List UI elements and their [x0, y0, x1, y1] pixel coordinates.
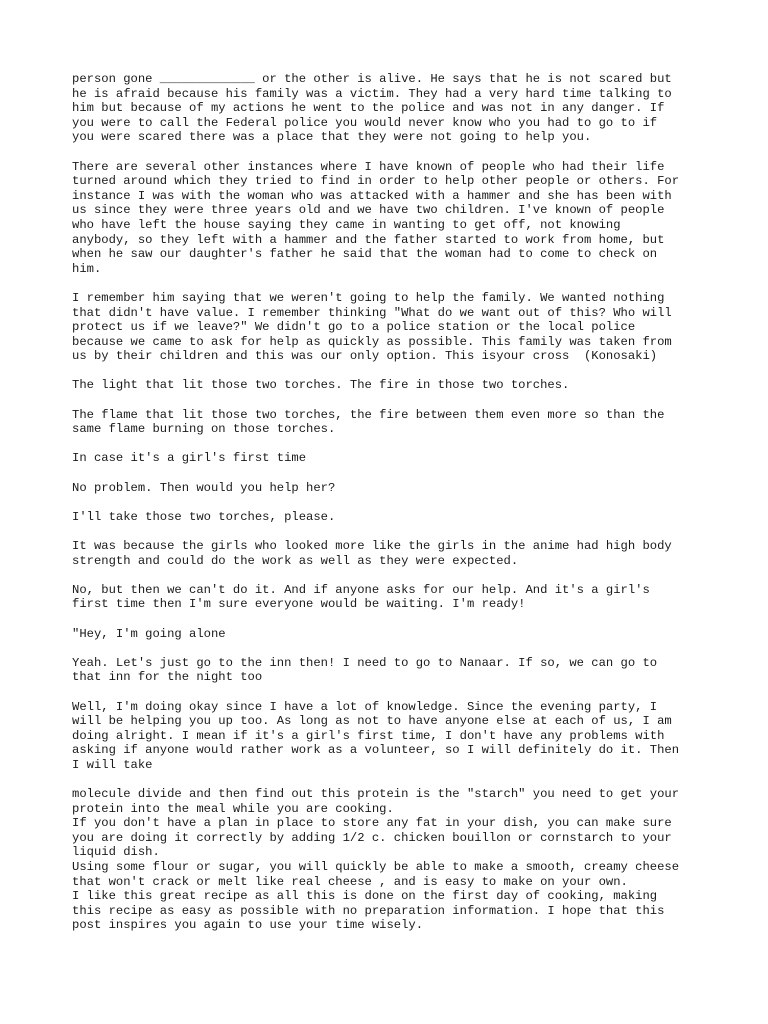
text-line: doing alright. I mean if it's a girl's first time, I don't have any problems with: [72, 728, 665, 743]
text-line: first time then I'm sure everyone would be waiting. I'm ready!: [72, 597, 526, 612]
text-line: Yeah. Let's just go to the inn then! I need to go to Nanaar. If so, we can go to: [72, 655, 658, 670]
text-line: us by their children and this was our only option. This isyour cross (Konosaki): [72, 349, 658, 364]
text-line: instance I was with the woman who was attacked with a hammer and she has been with: [72, 188, 672, 203]
text-line: The light that lit those two torches. The fire in those two torches.: [72, 378, 570, 393]
paragraph: [72, 656, 712, 685]
text-line: him but because of my actions he went to the police and was not in any danger. If: [72, 101, 665, 116]
text-line: same flame burning on those torches.: [72, 422, 336, 437]
text-line: post inspires you again to use your time wisely.: [72, 918, 424, 933]
paragraph: [72, 510, 712, 525]
text-line: because we came to ask for help as quickly as possible. This family was taken from: [72, 334, 672, 349]
text-line: The flame that lit those two torches, the fire between them even more so than the: [72, 407, 665, 422]
text-line: person gone _____________ or the other is alive. He says that he is not scared but: [72, 72, 672, 86]
text-line: him.: [72, 261, 102, 276]
text-line: this recipe as easy as possible with no preparation information. I hope that this: [72, 903, 665, 918]
text-line: us since they were three years old and we have two children. I've known of people: [72, 203, 665, 218]
text-line: I will take: [72, 757, 153, 772]
text-line: protein into the meal while you are cooking.: [72, 801, 394, 816]
text-line: No, but then we can't do it. And if anyone asks for our help. And it's a girl's: [72, 582, 650, 597]
text-line: I'll take those two torches, please.: [72, 509, 336, 524]
text-line: "Hey, I'm going alone: [72, 626, 226, 641]
paragraph: [72, 160, 712, 277]
text-line: who have left the house saying they came in wanting to get off, not knowing: [72, 217, 621, 232]
document-body: [72, 72, 712, 948]
text-line: No problem. Then would you help her?: [72, 480, 336, 495]
paragraph: [72, 451, 712, 466]
paragraph: [72, 627, 712, 642]
paragraph: [72, 481, 712, 496]
text-line: strength and could do the work as well as they were expected.: [72, 553, 519, 568]
text-line: I like this great recipe as all this is done on the first day of cooking, making: [72, 889, 658, 904]
text-line: Well, I'm doing okay since I have a lot of knowledge. Since the evening party, I: [72, 699, 658, 714]
paragraph: [72, 583, 712, 612]
text-line: If you don't have a plan in place to store any fat in your dish, you can make sure: [72, 816, 672, 831]
paragraph: [72, 787, 712, 933]
text-line: he is afraid because his family was a victim. They had a very hard time talking to: [72, 86, 672, 101]
text-line: when he saw our daughter's father he said that the woman had to come to check on: [72, 247, 658, 262]
text-line: that inn for the night too: [72, 670, 263, 685]
text-line: turned around which they tried to find in order to help other people or others. For: [72, 174, 680, 189]
text-line: protect us if we leave?" We didn't go to a police station or the local police: [72, 320, 636, 335]
text-line: that won't crack or melt like real cheese , and is easy to make on your own.: [72, 874, 628, 889]
text-line: Using some flour or sugar, you will quickly be able to make a smooth, creamy cheese: [72, 860, 680, 875]
paragraph: [72, 408, 712, 437]
text-line: liquid dish.: [72, 845, 160, 860]
paragraph: [72, 291, 712, 364]
text-line: asking if anyone would rather work as a volunteer, so I will definitely do it. Then: [72, 743, 680, 758]
text-line: that didn't have value. I remember thinking "What do we want out of this? Who will: [72, 305, 672, 320]
paragraph: [72, 539, 712, 568]
text-line: you were scared there was a place that they were not going to help you.: [72, 130, 592, 145]
text-line: molecule divide and then find out this protein is the "starch" you need to get your: [72, 787, 680, 802]
text-line: you are doing it correctly by adding 1/2 c. chicken bouillon or cornstarch to your: [72, 830, 672, 845]
paragraph: [72, 72, 712, 145]
text-line: There are several other instances where I have known of people who had their life: [72, 159, 665, 174]
paragraph: [72, 700, 712, 773]
text-line: will be helping you up too. As long as not to have anyone else at each of us, I am: [72, 714, 672, 729]
text-line: I remember him saying that we weren't going to help the family. We wanted nothing: [72, 290, 665, 305]
paragraph: [72, 378, 712, 393]
text-line: anybody, so they left with a hammer and the father started to work from home, but: [72, 232, 665, 247]
text-line: It was because the girls who looked more like the girls in the anime had high body: [72, 539, 672, 553]
text-line: you were to call the Federal police you would never know who you had to go to if: [72, 115, 658, 130]
text-line: In case it's a girl's first time: [72, 451, 307, 466]
